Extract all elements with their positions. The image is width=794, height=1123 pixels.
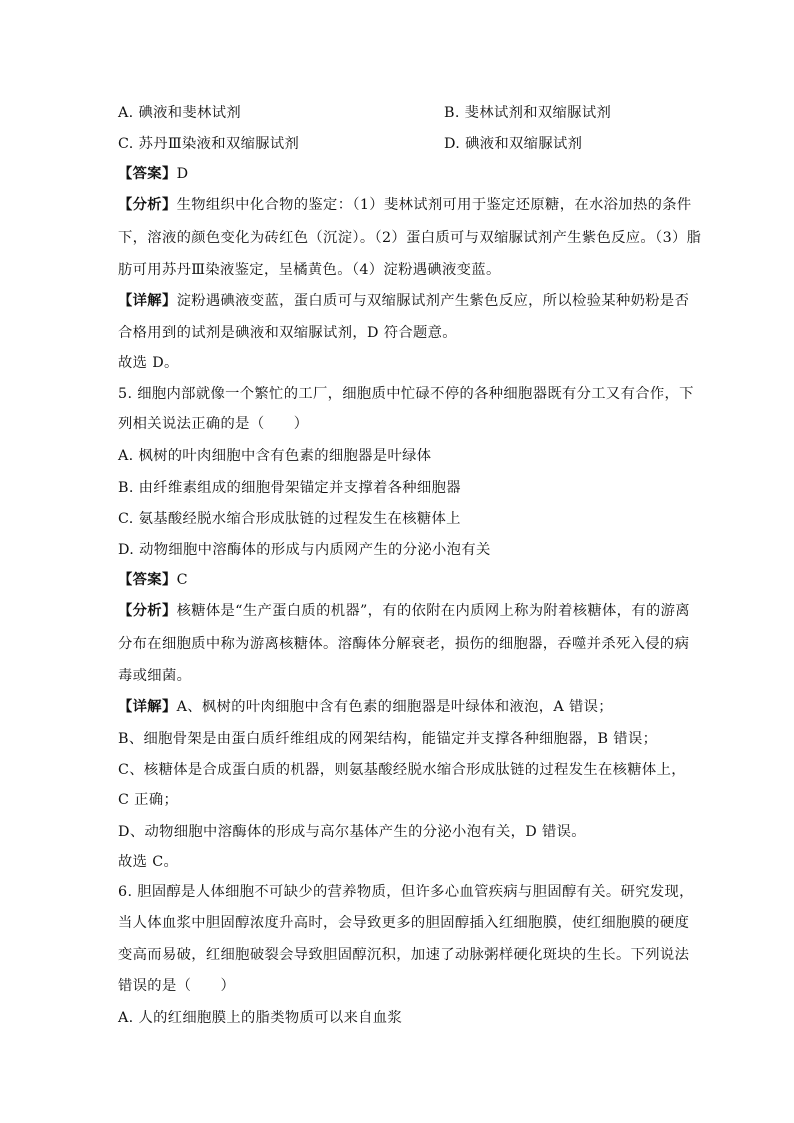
q5-detail-line-4: C 正确； — [118, 792, 179, 808]
q5-detail-line-5: D、动物细胞中溶酶体的形成与高尔基体产生的分泌小泡有关，D 错误。 — [118, 824, 586, 840]
q5-detail-line-1 — [118, 697, 613, 717]
q4-option-b: B. 斐林试剂和双缩脲试剂 — [444, 105, 612, 121]
answer-tag: 【答案】 — [118, 166, 177, 182]
q4-detail-line-2: 合格用到的试剂是碘液和双缩脲试剂，D 符合题意。 — [118, 325, 457, 341]
q5-analysis-line-2: 分布在细胞质中称为游离核糖体。溶酶体分解衰老，损伤的细胞器，吞噬并杀死入侵的病 — [118, 636, 690, 652]
q4-analysis-line-2: 下，溶液的颜色变化为砖红色（沉淀）。（2）蛋白质可与双缩脲试剂产生紫色反应。（3）脂 — [118, 230, 702, 246]
detail-text: 淀粉遇碘液变蓝，蛋白质可与双缩脲试剂产生紫色反应，所以检验某种奶粉是否 — [176, 293, 690, 309]
detail-text: A、枫树的叶肉细胞中含有色素的细胞器是叶绿体和液泡，A 错误； — [176, 699, 613, 715]
q5-option-c: C. 氨基酸经脱水缩合形成肽链的过程发生在核糖体上 — [118, 511, 461, 527]
q5-stem-line-2: 列相关说法正确的是（ ） — [118, 416, 309, 432]
q5-option-b: B. 由纤维素组成的细胞骨架锚定并支撑着各种细胞器 — [118, 480, 461, 496]
q4-analysis-line-1 — [118, 195, 692, 215]
q4-option-a: A. 碘液和斐林试剂 — [118, 105, 241, 121]
q6-stem-line-4: 错误的是（ ） — [118, 978, 236, 994]
analysis-tag: 【分析】 — [118, 603, 177, 619]
q4-answer — [118, 164, 188, 184]
q5-detail-line-2: B、细胞骨架是由蛋白质纤维组成的网架结构，能锚定并支撑各种细胞器，B 错误； — [118, 731, 658, 747]
q4-detail-line-1 — [118, 291, 689, 311]
q5-conclusion: 故选 C。 — [118, 854, 179, 870]
answer-value: C — [176, 572, 188, 588]
analysis-tag: 【分析】 — [118, 197, 177, 213]
q5-detail-line-3: C、核糖体是合成蛋白质的机器，则氨基酸经脱水缩合形成肽链的过程发生在核糖体上， — [118, 762, 686, 778]
answer-value: D — [176, 166, 189, 182]
analysis-text: 核糖体是“生产蛋白质的机器”，有的依附在内质网上称为附着核糖体，有的游离 — [176, 603, 690, 619]
q4-analysis-line-3: 肪可用苏丹Ⅲ染液鉴定，呈橘黄色。（4）淀粉遇碘液变蓝。 — [118, 262, 501, 278]
q5-option-d: D. 动物细胞中溶酶体的形成与内质网产生的分泌小泡有关 — [118, 542, 491, 558]
q5-stem-line-1: 5. 细胞内部就像一个繁忙的工厂，细胞质中忙碌不停的各种细胞器既有分工又有合作，下 — [118, 386, 694, 402]
q5-analysis-line-1 — [118, 601, 690, 621]
q5-analysis-line-3: 毒或细菌。 — [118, 668, 192, 684]
q6-option-a: A. 人的红细胞膜上的脂类物质可以来自血浆 — [118, 1010, 403, 1026]
analysis-text: 生物组织中化合物的鉴定：（1）斐林试剂可用于鉴定还原糖，在水浴加热的条件 — [176, 197, 692, 213]
q5-answer — [118, 570, 188, 590]
q5-option-a: A. 枫树的叶肉细胞中含有色素的细胞器是叶绿体 — [118, 448, 432, 464]
detail-tag: 【详解】 — [118, 293, 177, 309]
q4-option-c: C. 苏丹Ⅲ染液和双缩脲试剂 — [118, 136, 300, 152]
answer-tag: 【答案】 — [118, 572, 177, 588]
q6-stem-line-2: 当人体血浆中胆固醇浓度升高时，会导致更多的胆固醇插入红细胞膜，使红细胞膜的硬度 — [118, 915, 690, 931]
q6-stem-line-3: 变高而易破，红细胞破裂会导致胆固醇沉积，加速了动脉粥样硬化斑块的生长。下列说法 — [118, 947, 690, 963]
detail-tag: 【详解】 — [118, 699, 177, 715]
q4-conclusion: 故选 D。 — [118, 355, 179, 371]
q4-option-d: D. 碘液和双缩脲试剂 — [444, 136, 583, 152]
q6-stem-line-1: 6. 胆固醇是人体细胞不可缺少的营养物质，但许多心血管疾病与胆固醇有关。研究发现， — [118, 884, 694, 900]
